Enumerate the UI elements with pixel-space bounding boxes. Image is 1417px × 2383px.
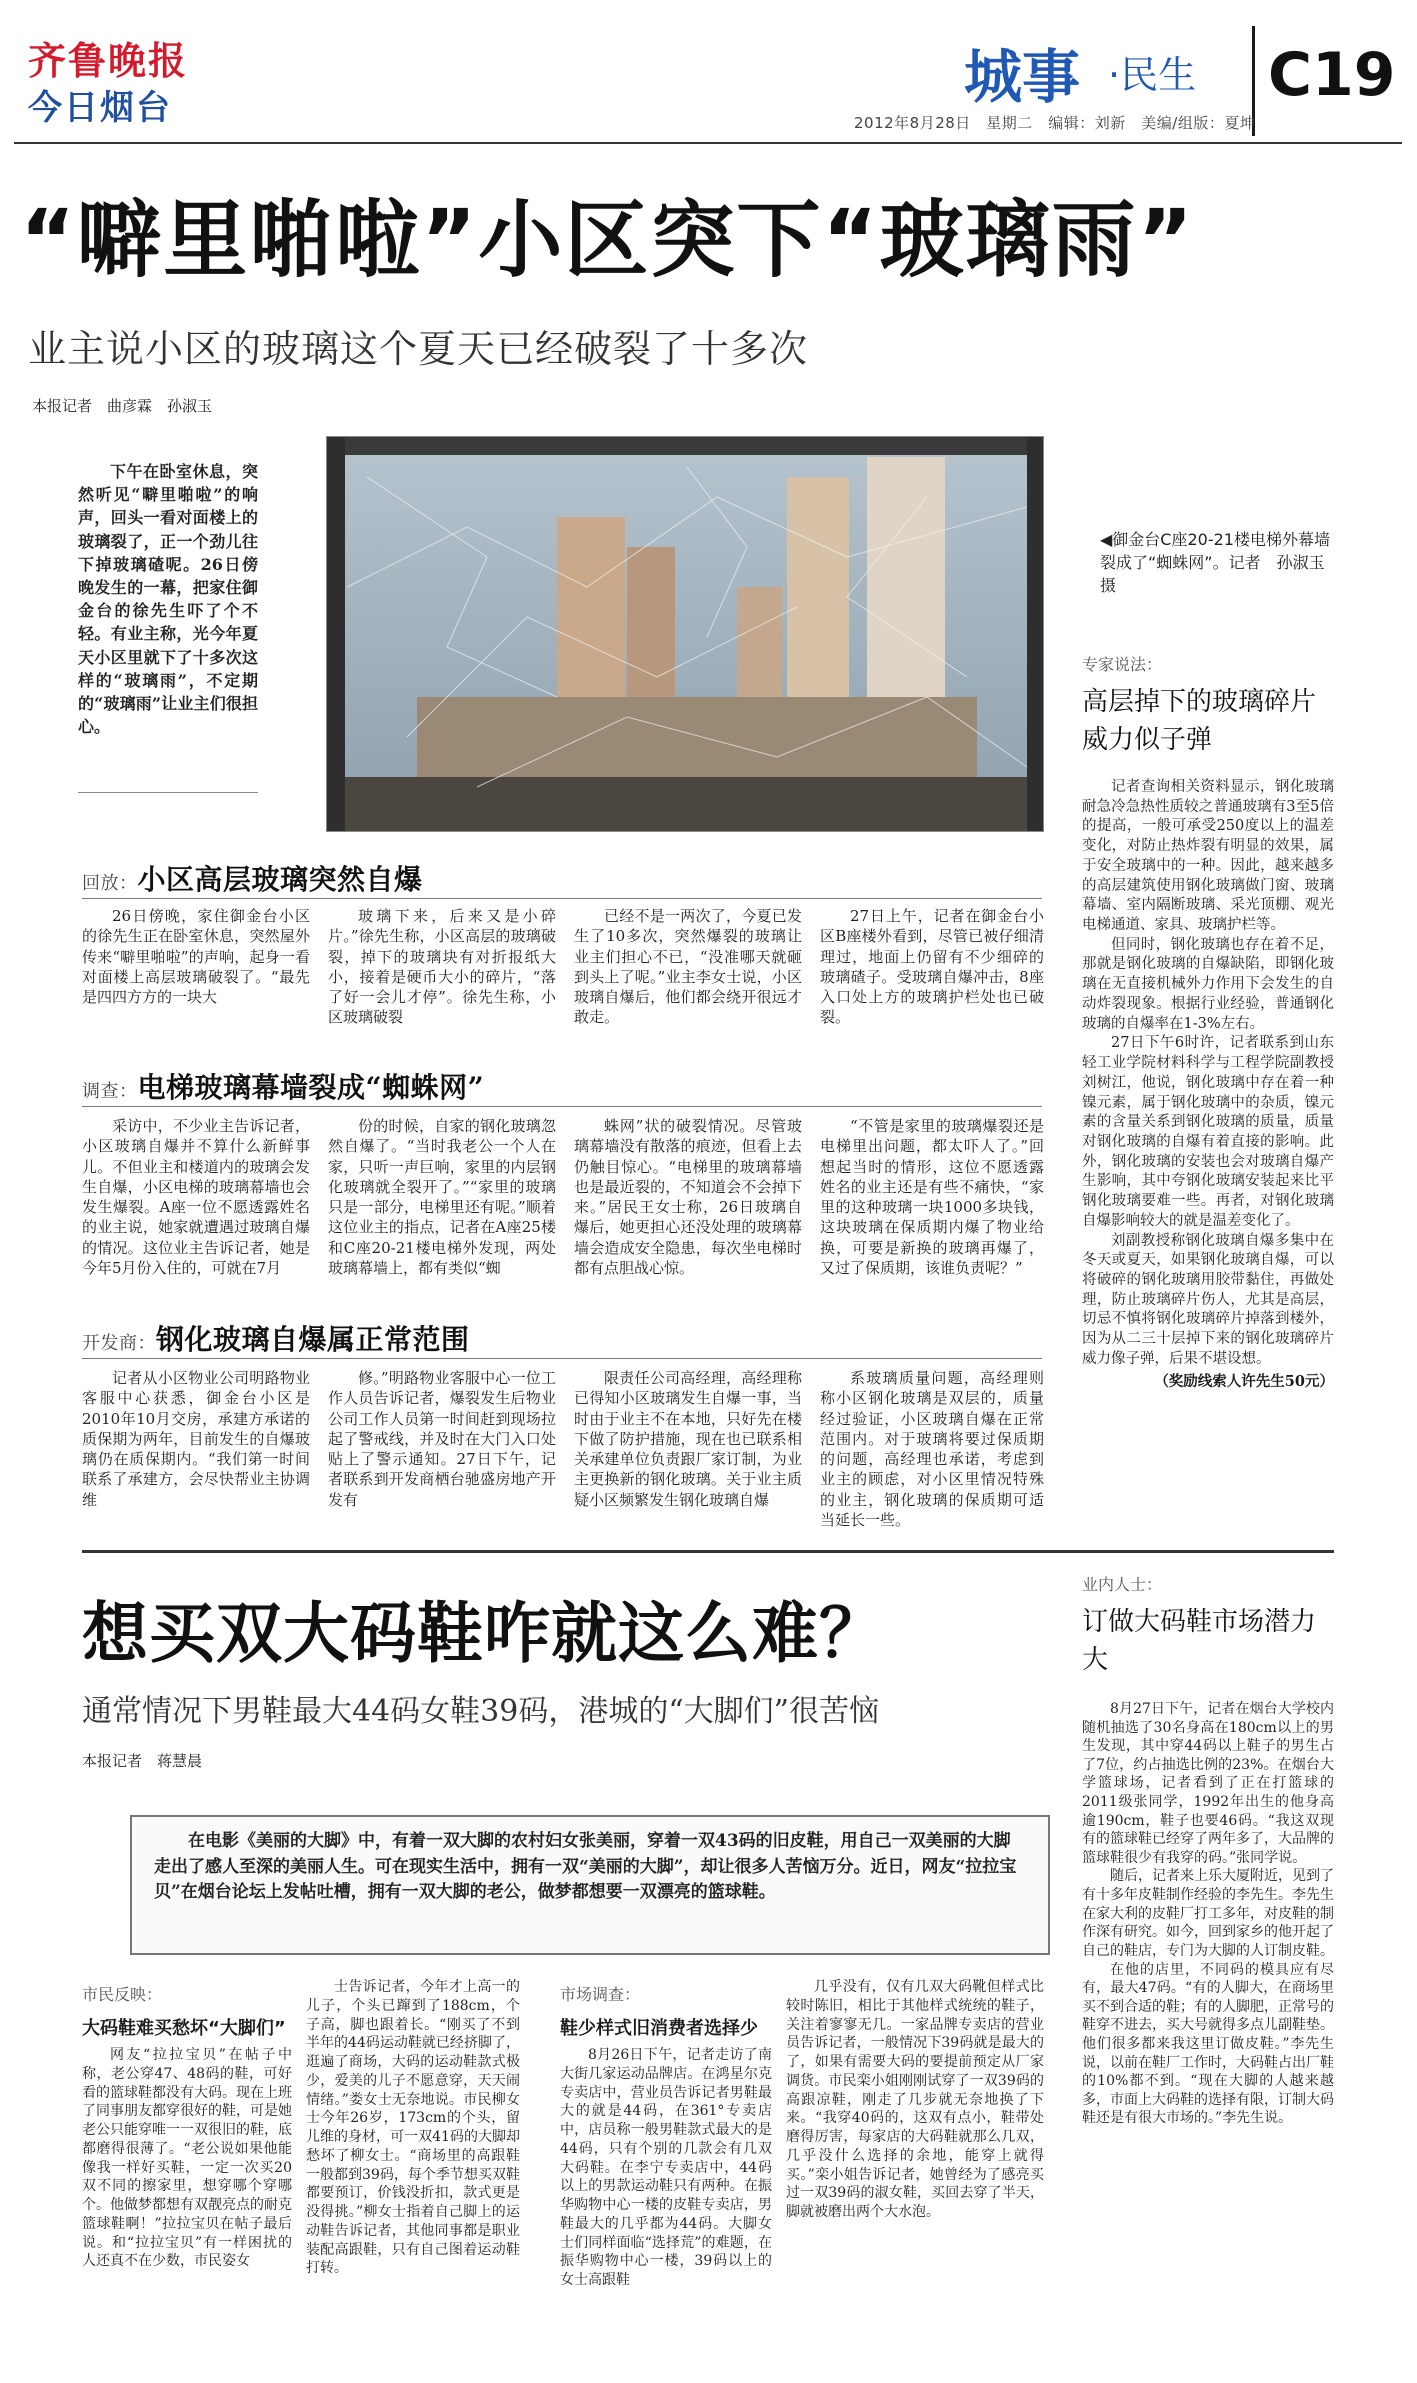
developer-col-3: 限责任公司高经理，高经理称已得知小区玻璃发生自爆一事，当时由于业主不在本地，只好先在楼下做了防护措施，现在也已联系相关承建单位负责跟厂家订制，为业主更换新的钢化玻璃。关于业主质疑小区频繁发生钢化玻璃自爆	[574, 1369, 802, 1509]
citizens-col-1: 网友“拉拉宝贝”在帖子中称，老公穿47、48码的鞋，可好看的篮球鞋都没有大码。现在上班了同事朋友都穿很好的鞋，可是她老公只能穿唯一一双很旧的鞋，底都磨得很薄了。“老公说如果他能像我一样好买鞋，一定一次买20双不同的擦家里，想穿哪个穿哪个。他做梦都想有双靓亮点的耐克篮球鞋啊！”拉拉宝贝在帖子最后说。和“拉拉宝贝”有一样困扰的人还真不在少数，市民姿女	[82, 2047, 292, 2270]
newspaper-brand: 齐鲁晚报	[28, 38, 189, 83]
section-title: 城事	[964, 43, 1081, 111]
section-rule	[82, 1106, 1042, 1107]
developer-col-1: 记者从小区物业公司明路物业客服中心获悉，御金台小区是2010年10月交房，承建方承诺的质保期为两年，目前发生的自爆玻璃仍在质保期内。“我们第一时间联系了承建方，会尽快帮业主协调维	[82, 1369, 310, 1509]
section-replay-label: 回放：	[82, 873, 138, 894]
expert-tip: （奖励线索人许先生50元）	[1154, 1372, 1334, 1390]
section-survey-heading	[82, 1066, 484, 1106]
expert-paragraph: 记者查询相关资料显示，钢化玻璃耐急冷急热性质较之普通玻璃有3至5倍的提高，一般可承受250度以上的温差变化，对防止热炸裂有明显的效果，属于安全玻璃中的一种。因此，越来越多的高层建筑使用钢化玻璃做门窗、玻璃幕墙、室内隔断玻璃、采光顶棚、观光电梯通道、家具、玻璃护栏等。	[1082, 779, 1334, 934]
article2-headline: 想买双大码鞋咋就这么难？	[82, 1595, 886, 1672]
expert-body	[1082, 778, 1334, 1391]
survey-col-4: “不管是家里的玻璃爆裂还是电梯里出问题，都太吓人了。”回想起当时的情形，这位不愿透露姓名的业主还是有些不痛快，“家里的这种玻璃一块1000多块钱，这块玻璃在保质期内爆了物业给换，可要是新换的玻璃再爆了，又过了保质期，该谁负责呢？”	[820, 1117, 1044, 1277]
citizens-title: 大码鞋难买愁坏“大脚们”	[82, 2018, 286, 2039]
section-developer-title: 钢化玻璃自爆属正常范围	[156, 1323, 470, 1356]
section-developer-label: 开发商：	[82, 1333, 156, 1354]
article2-lead: 在电影《美丽的大脚》中，有着一双大脚的农村妇女张美丽，穿着一双43码的旧皮鞋，用自己一双美丽的大脚走出了感人至深的美丽人生。可在现实生活中，拥有一双“美丽的大脚”，却让很多人苦恼万分。近日，网友“拉拉宝贝”在烟台论坛上发帖吐槽，拥有一双大脚的老公，做梦都想要一双漂亮的篮球鞋。	[154, 1831, 1017, 1902]
article1-byline: 本报记者 曲彦霖 孙淑玉	[32, 397, 213, 415]
section-survey-title: 电梯玻璃幕墙裂成“蜘蛛网”	[137, 1071, 485, 1104]
article1-intro: 下午在卧室休息，突然听见“噼里啪啦”的响声，回头一看对面楼上的玻璃裂了，正一个劲儿往下掉玻璃碴呢。26日傍晚发生的一幕，把家住御金台的徐先生吓了个不轻。有业主称，光今年夏天小区里就下了十多次这样的“玻璃雨”，不定期的“玻璃雨”让业主们很担心。	[78, 462, 258, 737]
survey-col-1: 采访中，不少业主告诉记者，小区玻璃自爆并不算什么新鲜事儿。不但业主和楼道内的玻璃会发生自爆，小区电梯的玻璃幕墙也会发生爆裂。A座一位不愿透露姓名的业主说，她家就遭遇过玻璃自爆的情况。这位业主告诉记者，她是今年5月份入住的，可就在7月	[82, 1117, 310, 1277]
industry-title: 订做大码鞋市场潜力大	[1082, 1607, 1317, 1675]
market-label: 市场调查：	[560, 1985, 641, 2004]
article2-subhead: 通常情况下男鞋最大44码女鞋39码，港城的“大脚们”很苦恼	[82, 1694, 880, 1729]
industry-label: 业内人士：	[1082, 1575, 1163, 1594]
cracked-glass-photo	[326, 436, 1044, 832]
industry-paragraph: 随后，记者来上乐大厦附近，见到了有十多年皮鞋制作经验的李先生。李先生在家大利的皮鞋厂打工多年，对皮鞋的制作深有研究。如今，回到家乡的他开起了自己的鞋店，专门为大脚的人订制皮鞋。	[1082, 1868, 1334, 1959]
citizens-col-2: 士告诉记者，今年才上高一的儿子，个头已蹿到了188cm，个子高，脚也跟着长。“刚买了不到半年的44码运动鞋就已经挤脚了，逛遍了商场，大码的运动鞋款式极少，爱美的儿子不愿意穿，天天闹情绪。”娄女士无奈地说。市民柳女士今年26岁，173cm的个头，留儿维的身材，可一双41码的大脚却愁坏了柳女士。“商场里的高跟鞋一般都到39码，每个季节想买双鞋都要预订，价钱没折扣，款式更是没得挑。”柳女士指着自己脚上的运动鞋告诉记者，其他同事都是职业装配高跟鞋，只有自己图着运动鞋打转。	[306, 1979, 520, 2277]
photo-caption: ◀御金台C座20-21楼电梯外幕墙裂成了“蜘蛛网”。记者 孙淑玉 摄	[1100, 530, 1341, 596]
section-rule	[82, 1358, 1042, 1359]
industry-body	[1082, 1700, 1334, 2128]
developer-col-2: 修。”明路物业客服中心一位工作人员告诉记者，爆裂发生后物业公司工作人员第一时间赶到现场拉起了警戒线，并及时在大门入口处贴上了警示通知。27日下午，记者联系到开发商栖台驰盛房地产开发有	[328, 1369, 556, 1509]
article-divider	[82, 1550, 1334, 1553]
edition-location: 今日烟台	[28, 88, 172, 128]
expert-label: 专家说法：	[1082, 655, 1163, 674]
section-replay-title: 小区高层玻璃突然自爆	[137, 863, 423, 896]
lead-box	[130, 1815, 1050, 1955]
expert-title: 高层掉下的玻璃碎片威力似子弹	[1082, 687, 1317, 755]
page-number: C19	[1268, 40, 1396, 110]
section-replay-heading	[82, 858, 423, 898]
replay-col-3: 已经不是一两次了，今夏已发生了10多次，突然爆裂的玻璃让业主们担心不已，“没准哪天就砸到头上了呢。”业主李女士说，小区玻璃自爆后，他们都会绕开很远才敢走。	[574, 907, 802, 1027]
replay-col-4: 27日上午，记者在御金台小区B座楼外看到，尽管已被仔细清理过，地面上仍留有不少细碎的玻璃碴子。受玻璃自爆冲击，8座入口处上方的玻璃护栏处也已破裂。	[820, 907, 1044, 1027]
replay-col-2: 玻璃下来，后来又是小碎片。”徐先生称，小区高层的玻璃破裂，掉下的玻璃块有对折报纸大小，接着是硬币大小的碎片，“落了好一会儿才停”。徐先生称，小区玻璃破裂	[328, 907, 556, 1027]
replay-col-1: 26日傍晚，家住御金台小区的徐先生正在卧室休息，突然屋外传来“噼里啪啦”的声响，起身一看对面楼上高层玻璃破裂了。“最先是四四方方的一块大	[82, 907, 310, 1006]
industry-paragraph: 8月27日下午，记者在烟台大学校内随机抽选了30名身高在180cm以上的男生发现，其中穿44码以上鞋子的男生占了7位，约占抽选比例的23%。在烟台大学篮球场，记者看到了正在打篮球的2011级张同学，1992年出生的他身高逾190cm，鞋子也要46码。“我这双现有的篮球鞋已经穿了两年多了，大品牌的篮球鞋很少有我穿的码。”张同学说。	[1082, 1701, 1334, 1866]
issue-meta: 2012年8月28日 星期二 编辑：刘新 美编/组版：夏坤	[854, 114, 1256, 132]
expert-paragraph: 刘副教授称钢化玻璃自爆多集中在冬天或夏天，如果钢化玻璃自爆，可以将破碎的钢化玻璃用胶带黏住，再做处理，防止玻璃碎片伤人，尤其是高层，切忌不慎将钢化玻璃碎片掉落到楼外，因为从二三十层掉下来的钢化玻璃碎片威力像子弹，后果不堪设想。	[1082, 1232, 1334, 1367]
intro-rule	[78, 792, 258, 793]
expert-paragraph: 27日下午6时许，记者联系到山东轻工业学院材料科学与工程学院副教授刘树江，他说，钢化玻璃中存在着一种镍元素，属于钢化玻璃中的杂质，镍元素的含量关系到钢化玻璃的质量，质量对钢化玻璃的自爆有着直接的影响。此外，钢化玻璃的安装也会对玻璃自爆产生影响，其中夸钢化玻璃安装起来比平钢化玻璃要难一些。再者，对钢化玻璃自爆影响较大的就是温差变化了。	[1082, 1035, 1334, 1229]
header-rule	[14, 142, 1402, 144]
industry-paragraph: 在他的店里，不同码的模具应有尽有，最大47码。“有的人脚大，在商场里买不到合适的鞋；有的人脚肥，正常号的鞋穿不进去，买大号就得多点儿副鞋垫。他们很多都来我这里订做皮鞋。”李先生说，以前在鞋厂工作时，大码鞋占出厂鞋的10%都不到。“现在大脚的人越来越多，市面上大码鞋的选择有限，订制大码鞋还是有很大市场的。”李先生说。	[1082, 1961, 1334, 2127]
section-subtitle: ·民生	[1108, 53, 1197, 97]
market-col-2: 几乎没有，仅有几双大码靴但样式比较时陈旧，相比于其他样式统统的鞋子，关注着寥寥无几。一家品牌专卖店的营业员告诉记者，一般情况下39码就是最大的了，如果有需要大码的要提前预定从厂家调货。市民栾小姐刚刚试穿了一双39码的高跟凉鞋，刚走了几步就无奈地换了下来。“我穿40码的，这双有点小，鞋带处磨得厉害，每家店的大码鞋就那么几双，几乎没什么选择的余地，能穿上就得买。”栾小姐告诉记者，她曾经为了感亮买过一双39码的淑女鞋，买回去穿了半天，脚就被磨出两个大水泡。	[786, 1979, 1044, 2220]
article1-subhead: 业主说小区的玻璃这个夏天已经破裂了十多次	[28, 327, 809, 371]
expert-paragraph: 但同时，钢化玻璃也存在着不足，那就是钢化玻璃的自爆缺陷，即钢化玻璃在无直接机械外力作用下会发生的自动炸裂现象。根据行业经验，普通钢化玻璃的自爆率在1-3%左右。	[1082, 936, 1334, 1032]
article2-byline: 本报记者 蒋慧晨	[82, 1752, 203, 1770]
citizens-label: 市民反映：	[82, 1985, 163, 2004]
survey-col-3: 蛛网”状的破裂情况。尽管玻璃幕墙没有散落的痕迹，但看上去仍触目惊心。“电梯里的玻璃幕墙也是最近裂的，不知道会不会掉下来。”居民王女士称，26日玻璃自爆后，她更担心还没处理的玻璃幕墙会造成安全隐患，每次坐电梯时都有点胆战心惊。	[574, 1117, 802, 1277]
developer-col-4: 系玻璃质量问题，高经理则称小区钢化玻璃是双层的，质量经过验证，小区玻璃自爆在正常范围内。对于玻璃将要过保质期的问题，高经理也承诺，考虑到业主的顾虑，对小区里情况特殊的业主，钢化玻璃的保质期可适当延长一些。	[820, 1369, 1044, 1529]
section-developer-heading	[82, 1318, 470, 1358]
section-rule	[82, 898, 1042, 899]
market-col-1: 8月26日下午，记者走访了南大街几家运动品牌店。在鸿星尔克专卖店中，营业员告诉记者男鞋最大的就是44码，在361°专卖店中，店员称一般男鞋款式最大的是44码，只有个别的几款会有几双大码鞋。在李宁专卖店中，44码以上的男款运动鞋只有两种。在振华购物中心一楼的皮鞋专卖店，男鞋最大的几乎都为44码。大脚女士们同样面临“选择荒”的难题，在振华购物中心一楼，39码以上的女士高跟鞋	[560, 2047, 772, 2288]
survey-col-2: 份的时候，自家的钢化玻璃忽然自爆了。“当时我老公一个人在家，只听一声巨响，家里的内层钢化玻璃就全裂开了。”“家里的玻璃只是一部分，电梯里还有呢。”顺着这位业主的指点，记者在A座25楼和C座20-21楼电梯外发现，两处玻璃幕墙上，都有类似“蜘	[328, 1117, 556, 1277]
market-title: 鞋少样式旧消费者选择少	[560, 2018, 758, 2039]
article1-headline: “噼里啪啦”小区突下“玻璃雨”	[20, 191, 1195, 289]
section-survey-label: 调查：	[82, 1081, 138, 1102]
